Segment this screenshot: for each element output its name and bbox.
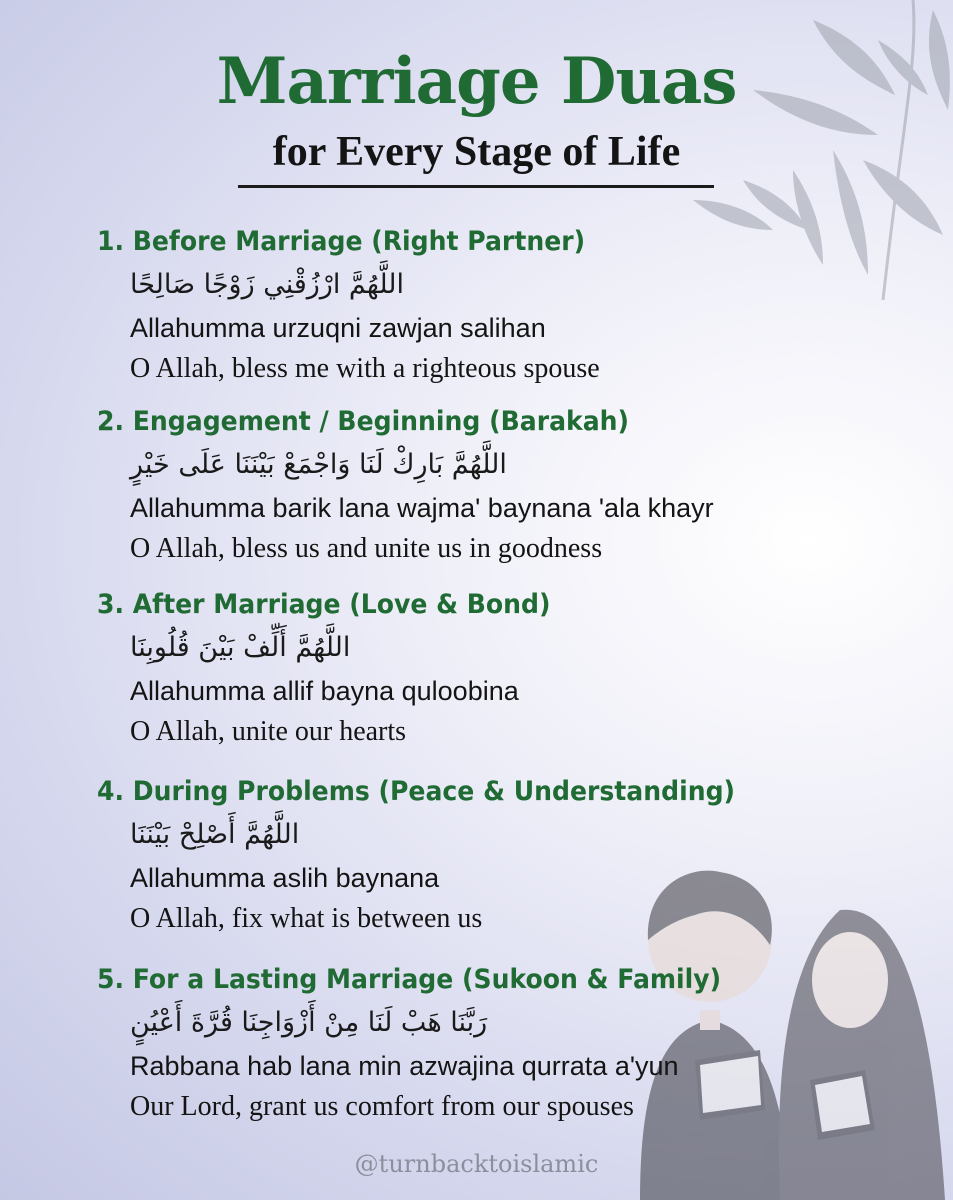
page-subtitle: for Every Stage of Life [272,129,681,175]
transliteration: Allahumma aslih baynana [130,863,440,893]
transliteration: Allahumma barik lana wajma' baynana 'ala khayr [130,493,714,523]
translation: O Allah, fix what is between us [130,903,483,934]
dua-section-during-problems [97,772,917,940]
account-handle: @turnbacktoislamic [354,1150,599,1178]
translation: O Allah, bless us and unite us in goodness [130,533,603,564]
section-heading: 4. During Problems (Peace & Understanding) [97,776,736,807]
section-heading: 1. Before Marriage (Right Partner) [97,226,586,257]
translation: O Allah, unite our hearts [130,716,407,747]
page-title: Marriage Duas [216,44,737,119]
arabic-text: اللَّهُمَّ أَلِّفْ بَيْنَ قُلُوبِنَا [130,632,351,663]
arabic-text: اللَّهُمَّ بَارِكْ لَنَا وَاجْمَعْ بَيْنَنَا عَلَى خَيْرٍ [130,449,507,480]
transliteration: Rabbana hab lana min azwajina qurrata a'yun [130,1051,679,1081]
transliteration: Allahumma allif bayna quloobina [130,676,519,706]
transliteration: Allahumma urzuqni zawjan salihan [130,313,546,343]
dua-section-after-marriage [97,585,917,753]
dua-section-engagement [97,402,917,570]
dua-section-lasting-marriage [97,960,917,1128]
section-heading: 3. After Marriage (Love & Bond) [97,589,551,620]
title-divider [238,185,714,188]
arabic-text: اللَّهُمَّ ارْزُقْنِي زَوْجًا صَالِحًا [130,269,404,300]
section-heading: 5. For a Lasting Marriage (Sukoon & Family) [97,964,722,995]
dua-section-before-marriage [97,222,917,390]
translation: O Allah, bless me with a righteous spouse [130,353,600,384]
arabic-text: اللَّهُمَّ أَصْلِحْ بَيْنَنَا [130,819,300,850]
translation: Our Lord, grant us comfort from our spouses [130,1091,634,1122]
section-heading: 2. Engagement / Beginning (Barakah) [97,406,630,437]
arabic-text: رَبَّنَا هَبْ لَنَا مِنْ أَزْوَاجِنَا قُرَّةَ أَعْيُنٍ [130,1007,488,1038]
